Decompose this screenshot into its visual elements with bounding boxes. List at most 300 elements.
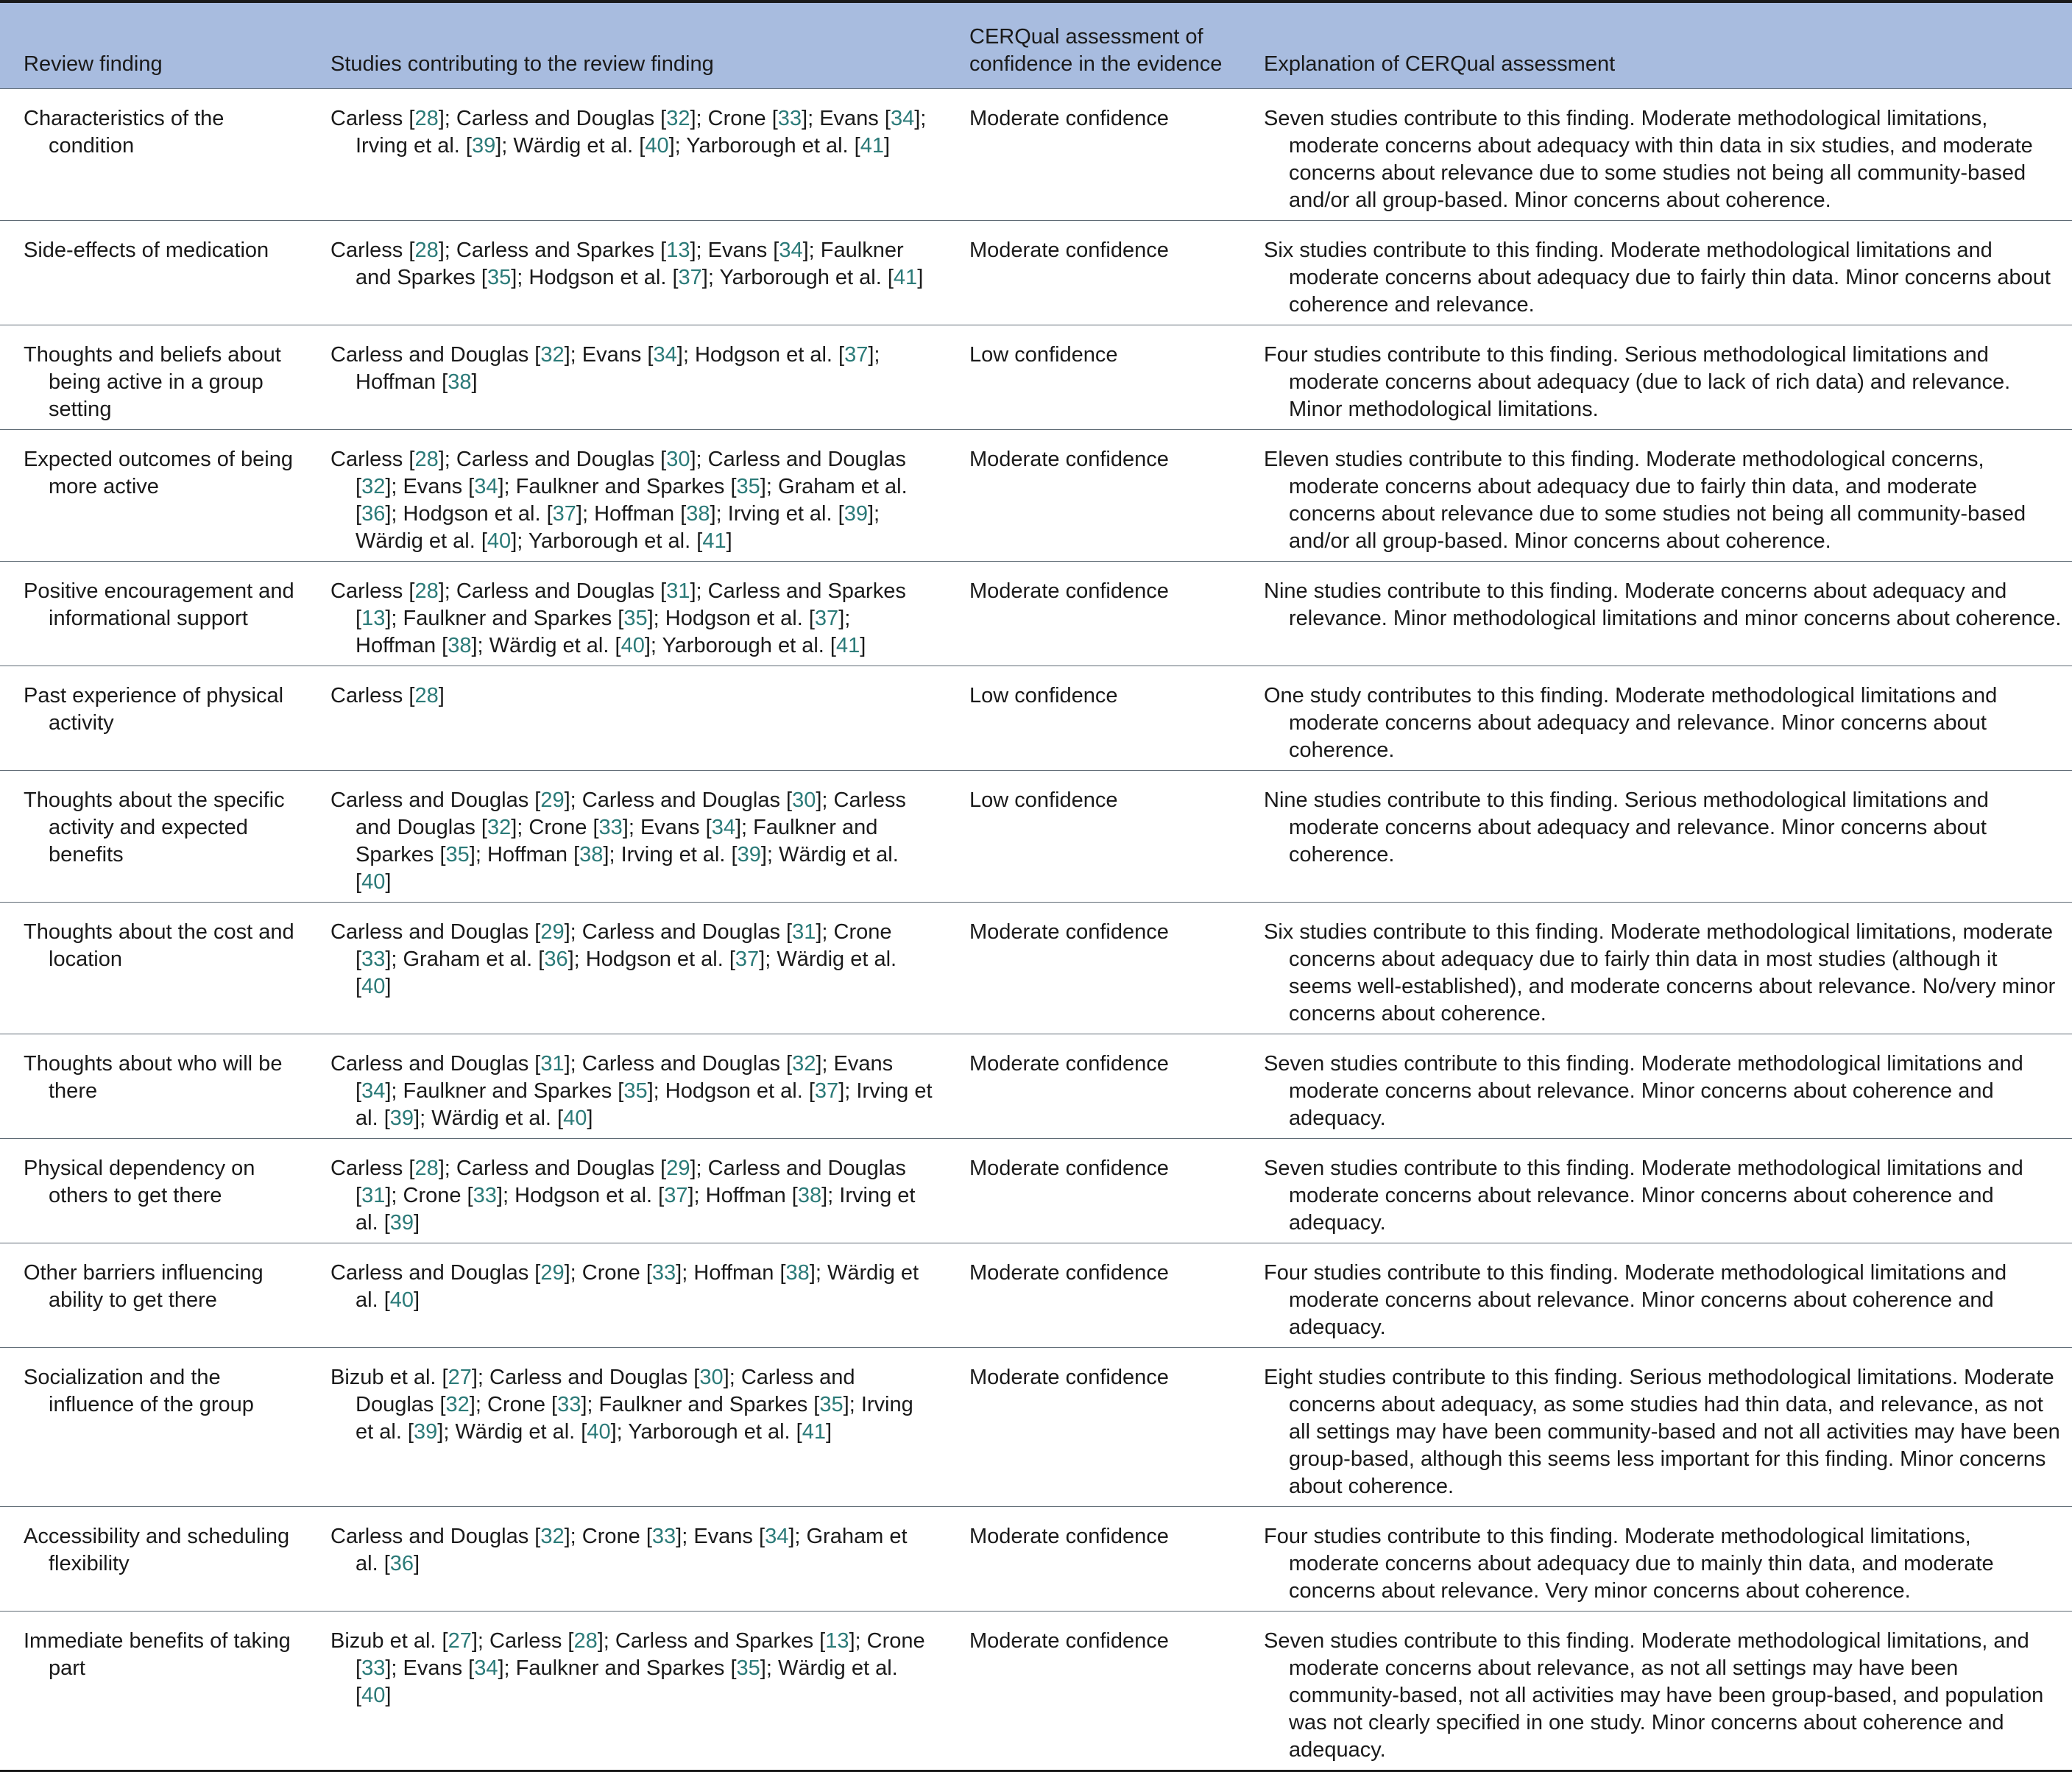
review-finding: Socialization and the influence of the group bbox=[24, 1366, 254, 1416]
citation-link[interactable]: 34 bbox=[890, 107, 915, 130]
study-author: Wärdig et al. bbox=[779, 843, 899, 866]
citation-link[interactable]: 38 bbox=[686, 502, 710, 526]
confidence-level: Low confidence bbox=[969, 684, 1118, 707]
studies-list: Carless [28]; Carless and Douglas [29]; Carless and Douglas [31]; Crone [33]; Hodgson et al. [37]; Hoffman [38]; Irving et al. [39] bbox=[330, 1157, 916, 1235]
explanation-text: Seven studies contribute to this finding. Moderate methodological limitations, and moderate concerns about relevance, as not all settings may have been community-based, not all activities may have been group-based, and population was not clearly specified in one study. Minor concerns about coherence and adequacy. bbox=[1264, 1629, 2044, 1762]
citation-link[interactable]: 34 bbox=[361, 1079, 386, 1103]
citation-link[interactable]: 28 bbox=[414, 448, 439, 471]
study-author: Irving et al. bbox=[356, 1184, 916, 1235]
table-row bbox=[0, 325, 2072, 430]
studies-cell bbox=[307, 89, 946, 221]
studies-list: Bizub et al. [27]; Carless [28]; Carless and Sparkes [13]; Crone [33]; Evans [34]; Faulkner and Sparkes [35]; Wärdig et al. [40] bbox=[330, 1629, 925, 1707]
citation-link[interactable]: 33 bbox=[598, 816, 623, 839]
citation-link[interactable]: 29 bbox=[540, 920, 565, 944]
confidence-cell bbox=[946, 1034, 1240, 1139]
study-author: Wärdig et al. bbox=[455, 1420, 576, 1444]
confidence-cell bbox=[946, 1612, 1240, 1771]
explanation-text: Nine studies contribute to this finding. Moderate concerns about adequacy and relevance. Minor methodological limitations and minor concerns about coherence. bbox=[1264, 579, 2062, 630]
citation-link[interactable]: 35 bbox=[819, 1393, 844, 1416]
citation-link[interactable]: 13 bbox=[825, 1629, 849, 1653]
study-author: Carless and Douglas bbox=[330, 920, 529, 944]
study-author: Yarborough et al. bbox=[686, 134, 849, 158]
studies-cell bbox=[307, 1034, 946, 1139]
citation-link[interactable]: 39 bbox=[737, 843, 761, 866]
citation-link[interactable]: 28 bbox=[414, 579, 439, 603]
citation-link[interactable]: 41 bbox=[802, 1420, 827, 1444]
studies-cell bbox=[307, 1507, 946, 1612]
citation-link[interactable]: 37 bbox=[664, 1184, 688, 1207]
confidence-cell bbox=[946, 1507, 1240, 1612]
review-finding: Thoughts about the cost and location bbox=[24, 920, 294, 971]
citation-link[interactable]: 36 bbox=[361, 502, 386, 526]
citation-link[interactable]: 30 bbox=[699, 1366, 724, 1389]
studies-list: Carless and Douglas [29]; Crone [33]; Hoffman [38]; Wärdig et al. [40] bbox=[330, 1261, 919, 1312]
citation-link[interactable]: 33 bbox=[651, 1525, 676, 1548]
studies-cell bbox=[307, 903, 946, 1034]
study-author: Carless and Douglas bbox=[581, 920, 780, 944]
table-row bbox=[0, 666, 2072, 771]
study-author: Crone bbox=[866, 1629, 925, 1653]
confidence-cell bbox=[946, 903, 1240, 1034]
review-finding: Positive encouragement and informational support bbox=[24, 579, 294, 630]
confidence-level: Moderate confidence bbox=[969, 448, 1169, 471]
study-author: Hodgson et al. bbox=[665, 607, 803, 630]
studies-cell bbox=[307, 1139, 946, 1243]
citation-link[interactable]: 28 bbox=[414, 107, 439, 130]
table-row bbox=[0, 771, 2072, 903]
explanation-cell bbox=[1240, 1243, 2072, 1348]
study-author: Carless and Douglas bbox=[330, 788, 529, 812]
table-row bbox=[0, 1139, 2072, 1243]
study-author: Evans bbox=[403, 1656, 463, 1680]
confidence-level: Moderate confidence bbox=[969, 1525, 1169, 1548]
citation-link[interactable]: 28 bbox=[573, 1629, 598, 1653]
review-finding-cell bbox=[0, 562, 307, 666]
study-author: Bizub et al. bbox=[330, 1366, 436, 1389]
study-author: Irving et al. bbox=[356, 1393, 913, 1444]
citation-link[interactable]: 30 bbox=[666, 448, 690, 471]
study-author: Hodgson et al. bbox=[528, 266, 667, 289]
studies-list: Carless [28]; Carless and Douglas [32]; Crone [33]; Evans [34]; Irving et al. [39]; Wärdig et al. [40]; Yarborough et al. [41] bbox=[330, 107, 927, 158]
study-author: Carless bbox=[330, 579, 403, 603]
studies-cell bbox=[307, 221, 946, 325]
table-row bbox=[0, 1612, 2072, 1771]
explanation-cell bbox=[1240, 89, 2072, 221]
explanation-text: Seven studies contribute to this finding. Moderate methodological limitations, moderate concerns about adequacy with thin data in six studies, and moderate concerns about relevance due to some studies not being all community-based and/or all group-based. Minor concerns about coherence. bbox=[1264, 107, 2033, 212]
confidence-cell bbox=[946, 89, 1240, 221]
study-author: Carless and Douglas bbox=[330, 1525, 529, 1548]
review-finding-cell bbox=[0, 771, 307, 903]
study-author: Wärdig et al. bbox=[489, 634, 609, 657]
citation-link[interactable]: 39 bbox=[471, 134, 496, 158]
explanation-text: Seven studies contribute to this finding. Moderate methodological limitations and moderate concerns about relevance. Minor concerns about coherence and adequacy. bbox=[1264, 1052, 2023, 1130]
citation-link[interactable]: 36 bbox=[544, 947, 568, 971]
study-author: Bizub et al. bbox=[330, 1629, 436, 1653]
header-cerqual-assessment: CERQual assessment of confidence in the evidence bbox=[969, 25, 1223, 76]
confidence-level: Moderate confidence bbox=[969, 579, 1169, 603]
study-author: Crone bbox=[707, 107, 766, 130]
explanation-text: One study contributes to this finding. Moderate methodological limitations and moderate concerns about adequacy and relevance. Minor concerns about coherence. bbox=[1264, 684, 1998, 762]
citation-link[interactable]: 34 bbox=[653, 343, 677, 367]
study-author: Wärdig et al. bbox=[777, 1656, 898, 1680]
confidence-level: Moderate confidence bbox=[969, 920, 1169, 944]
study-author: Crone bbox=[487, 1393, 545, 1416]
citation-link[interactable]: 33 bbox=[473, 1184, 497, 1207]
citation-link[interactable]: 32 bbox=[540, 343, 565, 367]
explanation-cell bbox=[1240, 1507, 2072, 1612]
study-author: Hoffman bbox=[487, 843, 568, 866]
studies-list: Carless and Douglas [32]; Evans [34]; Hodgson et al. [37]; Hoffman [38] bbox=[330, 343, 880, 394]
study-author: Carless and Douglas bbox=[356, 788, 906, 839]
study-author: Hodgson et al. bbox=[694, 343, 832, 367]
citation-link[interactable]: 37 bbox=[552, 502, 576, 526]
study-author: Yarborough et al. bbox=[528, 529, 691, 553]
header-explanation: Explanation of CERQual assessment bbox=[1264, 52, 1616, 76]
study-author: Wärdig et al. bbox=[777, 947, 897, 971]
study-author: Hodgson et al. bbox=[665, 1079, 803, 1103]
study-author: Carless and Douglas bbox=[330, 343, 529, 367]
citation-link[interactable]: 32 bbox=[666, 107, 690, 130]
study-author: Crone bbox=[403, 1184, 462, 1207]
study-author: Yarborough et al. bbox=[628, 1420, 791, 1444]
study-author: Carless and Douglas bbox=[489, 1366, 688, 1389]
study-author: Carless bbox=[489, 1629, 562, 1653]
review-finding: Expected outcomes of being more active bbox=[24, 448, 293, 498]
study-author: Wärdig et al. bbox=[356, 1261, 919, 1312]
table-row bbox=[0, 89, 2072, 221]
confidence-cell bbox=[946, 325, 1240, 430]
explanation-cell bbox=[1240, 430, 2072, 562]
confidence-level: Moderate confidence bbox=[969, 1261, 1169, 1285]
confidence-level: Low confidence bbox=[969, 343, 1118, 367]
study-author: Hoffman bbox=[356, 634, 436, 657]
review-finding: Accessibility and scheduling flexibility bbox=[24, 1525, 290, 1575]
citation-link[interactable]: 30 bbox=[792, 788, 816, 812]
table-row bbox=[0, 1507, 2072, 1612]
study-author: Yarborough et al. bbox=[719, 266, 882, 289]
citation-link[interactable]: 40 bbox=[487, 529, 512, 553]
citation-link[interactable]: 37 bbox=[814, 607, 839, 630]
study-author: Evans bbox=[833, 1052, 894, 1076]
confidence-cell bbox=[946, 771, 1240, 903]
citation-link[interactable]: 35 bbox=[487, 266, 512, 289]
studies-cell bbox=[307, 1243, 946, 1348]
confidence-level: Moderate confidence bbox=[969, 1157, 1169, 1180]
citation-link[interactable]: 13 bbox=[666, 239, 690, 262]
citation-link[interactable]: 29 bbox=[540, 1261, 565, 1285]
review-finding: Past experience of physical activity bbox=[24, 684, 284, 735]
explanation-text: Four studies contribute to this finding. Moderate methodological limitations, moderate concerns about adequacy due to mainly thin data, and moderate concerns about relevance. Very minor concerns about coherence. bbox=[1264, 1525, 1994, 1603]
citation-link[interactable]: 37 bbox=[814, 1079, 839, 1103]
studies-list: Carless and Douglas [31]; Carless and Douglas [32]; Evans [34]; Faulkner and Sparkes [35]; Hodgson et al. [37]; Irving et al. [39]; Wärdig et al. [40] bbox=[330, 1052, 933, 1130]
explanation-text: Six studies contribute to this finding. Moderate methodological limitations and moderate concerns about adequacy due to fairly thin data. Minor concerns about coherence and relevance. bbox=[1264, 239, 2051, 317]
citation-link[interactable]: 27 bbox=[448, 1629, 472, 1653]
citation-link[interactable]: 41 bbox=[860, 134, 884, 158]
study-author: Carless and Douglas bbox=[456, 579, 655, 603]
citation-link[interactable]: 40 bbox=[563, 1106, 587, 1130]
study-author: Evans bbox=[403, 475, 463, 498]
studies-list: Carless and Douglas [29]; Carless and Douglas [30]; Carless and Douglas [32]; Crone [33]; Evans [34]; Faulkner and Sparkes [35]; Hoffman [38]; Irving et al. [39]; Wärdig et al. [40] bbox=[330, 788, 906, 894]
citation-link[interactable]: 31 bbox=[361, 1184, 386, 1207]
study-author: Evans bbox=[819, 107, 879, 130]
study-author: Faulkner and Sparkes bbox=[515, 1656, 725, 1680]
study-author: Carless and Douglas bbox=[456, 107, 655, 130]
table-row bbox=[0, 221, 2072, 325]
citation-link[interactable]: 37 bbox=[678, 266, 702, 289]
studies-cell bbox=[307, 1612, 946, 1771]
citation-link[interactable]: 31 bbox=[792, 920, 816, 944]
study-author: Graham et al. bbox=[777, 475, 908, 498]
study-author: Carless and Sparkes bbox=[456, 239, 655, 262]
review-finding-cell bbox=[0, 666, 307, 771]
confidence-cell bbox=[946, 430, 1240, 562]
confidence-cell bbox=[946, 562, 1240, 666]
study-author: Carless and Douglas bbox=[707, 448, 906, 471]
citation-link[interactable]: 38 bbox=[579, 843, 604, 866]
study-author: Hoffman bbox=[594, 502, 675, 526]
confidence-cell bbox=[946, 1348, 1240, 1507]
header-review-finding: Review finding bbox=[24, 52, 163, 76]
citation-link[interactable]: 35 bbox=[736, 1656, 760, 1680]
confidence-cell bbox=[946, 666, 1240, 771]
explanation-text: Eight studies contribute to this finding. Serious methodological limitations. Moderate concerns about adequacy, as some studies had thin data, and relevance, as not all settings may have been community-based and not all activities may have been group-based, although this seems less important for this finding. Minor concerns about coherence. bbox=[1264, 1366, 2060, 1498]
citation-link[interactable]: 39 bbox=[389, 1211, 414, 1235]
citation-link[interactable]: 41 bbox=[893, 266, 918, 289]
study-author: Crone bbox=[833, 920, 892, 944]
citation-link[interactable]: 32 bbox=[445, 1393, 470, 1416]
citation-link[interactable]: 38 bbox=[785, 1261, 810, 1285]
explanation-text: Eleven studies contribute to this finding. Moderate methodological concerns, moderate concerns about adequacy due to fairly thin data, and moderate concerns about relevance due to some studies not being all community-based and/or all group-based. Minor concerns about coherence. bbox=[1264, 448, 2026, 553]
review-finding: Thoughts about who will be there bbox=[24, 1052, 283, 1103]
explanation-text: Nine studies contribute to this finding. Serious methodological limitations and moderate concerns about adequacy and relevance. Minor concerns about coherence. bbox=[1264, 788, 1989, 866]
confidence-level: Moderate confidence bbox=[969, 107, 1169, 130]
studies-cell bbox=[307, 1348, 946, 1507]
study-author: Hoffman bbox=[356, 370, 436, 394]
study-author: Carless bbox=[330, 107, 403, 130]
study-author: Carless and Douglas bbox=[581, 788, 780, 812]
confidence-level: Moderate confidence bbox=[969, 1629, 1169, 1653]
table-header bbox=[0, 1, 2072, 89]
review-finding: Side-effects of medication bbox=[24, 239, 269, 262]
study-author: Carless and Douglas bbox=[356, 1366, 855, 1416]
header-row bbox=[0, 1, 2072, 89]
citation-link[interactable]: 37 bbox=[735, 947, 760, 971]
explanation-cell bbox=[1240, 1034, 2072, 1139]
study-author: Faulkner and Sparkes bbox=[356, 816, 878, 866]
citation-link[interactable]: 31 bbox=[540, 1052, 565, 1076]
explanation-cell bbox=[1240, 1139, 2072, 1243]
study-author: Wärdig et al. bbox=[356, 529, 475, 553]
citation-link[interactable]: 40 bbox=[361, 1684, 386, 1707]
confidence-cell bbox=[946, 221, 1240, 325]
review-finding: Physical dependency on others to get there bbox=[24, 1157, 255, 1207]
citation-link[interactable]: 28 bbox=[414, 1157, 439, 1180]
study-author: Carless bbox=[330, 1157, 403, 1180]
citation-link[interactable]: 32 bbox=[792, 1052, 816, 1076]
study-author: Faulkner and Sparkes bbox=[356, 239, 904, 289]
study-author: Carless and Douglas bbox=[330, 1261, 529, 1285]
studies-cell bbox=[307, 666, 946, 771]
study-author: Carless and Sparkes bbox=[615, 1629, 814, 1653]
review-finding: Characteristics of the condition bbox=[24, 107, 224, 158]
study-author: Carless and Douglas bbox=[707, 1157, 906, 1180]
study-author: Carless and Douglas bbox=[330, 1052, 529, 1076]
explanation-cell bbox=[1240, 562, 2072, 666]
review-finding-cell bbox=[0, 1612, 307, 1771]
study-author: Faulkner and Sparkes bbox=[403, 1079, 612, 1103]
citation-link[interactable]: 34 bbox=[474, 475, 498, 498]
citation-link[interactable]: 38 bbox=[448, 634, 472, 657]
citation-link[interactable]: 41 bbox=[835, 634, 860, 657]
studies-list: Carless and Douglas [32]; Crone [33]; Evans [34]; Graham et al. [36] bbox=[330, 1525, 908, 1575]
review-finding-cell bbox=[0, 221, 307, 325]
citation-link[interactable]: 34 bbox=[474, 1656, 498, 1680]
explanation-cell bbox=[1240, 1348, 2072, 1507]
citation-link[interactable]: 33 bbox=[361, 1656, 386, 1680]
study-author: Carless and Douglas bbox=[581, 1052, 780, 1076]
study-author: Crone bbox=[581, 1261, 640, 1285]
citation-link[interactable]: 39 bbox=[844, 502, 868, 526]
study-author: Irving et al. bbox=[356, 134, 460, 158]
review-finding: Other barriers influencing ability to get there bbox=[24, 1261, 264, 1312]
citation-link[interactable]: 33 bbox=[361, 947, 386, 971]
review-finding-cell bbox=[0, 1348, 307, 1507]
study-author: Carless and Sparkes bbox=[707, 579, 906, 603]
confidence-level: Moderate confidence bbox=[969, 239, 1169, 262]
citation-link[interactable]: 35 bbox=[736, 475, 760, 498]
table-row bbox=[0, 430, 2072, 562]
citation-link[interactable]: 36 bbox=[389, 1552, 414, 1575]
header-studies: Studies contributing to the review finding bbox=[330, 52, 714, 76]
study-author: Faulkner and Sparkes bbox=[598, 1393, 808, 1416]
study-author: Carless bbox=[330, 684, 403, 707]
citation-link[interactable]: 40 bbox=[645, 134, 669, 158]
citation-link[interactable]: 29 bbox=[666, 1157, 690, 1180]
citation-link[interactable]: 32 bbox=[487, 816, 512, 839]
explanation-cell bbox=[1240, 221, 2072, 325]
citation-link[interactable]: 41 bbox=[702, 529, 726, 553]
citation-link[interactable]: 29 bbox=[540, 788, 565, 812]
citation-link[interactable]: 40 bbox=[587, 1420, 611, 1444]
explanation-cell bbox=[1240, 325, 2072, 430]
study-author: Irving et al. bbox=[727, 502, 832, 526]
studies-cell bbox=[307, 562, 946, 666]
studies-list: Carless [28]; Carless and Sparkes [13]; Evans [34]; Faulkner and Sparkes [35]; Hodgson et al. [37]; Yarborough et al. [41] bbox=[330, 239, 924, 289]
review-finding-cell bbox=[0, 1034, 307, 1139]
citation-link[interactable]: 35 bbox=[623, 607, 648, 630]
explanation-cell bbox=[1240, 666, 2072, 771]
review-finding-cell bbox=[0, 89, 307, 221]
citation-link[interactable]: 38 bbox=[448, 370, 472, 394]
citation-link[interactable]: 34 bbox=[765, 1525, 789, 1548]
study-author: Irving et al. bbox=[356, 1079, 933, 1130]
citation-link[interactable]: 32 bbox=[361, 475, 386, 498]
citation-link[interactable]: 28 bbox=[414, 684, 439, 707]
table-row bbox=[0, 1243, 2072, 1348]
study-author: Graham et al. bbox=[356, 1525, 908, 1575]
citation-link[interactable]: 35 bbox=[623, 1079, 648, 1103]
citation-link[interactable]: 39 bbox=[414, 1420, 438, 1444]
study-author: Hodgson et al. bbox=[585, 947, 724, 971]
review-finding-cell bbox=[0, 1243, 307, 1348]
table-row bbox=[0, 903, 2072, 1034]
study-author: Wärdig et al. bbox=[431, 1106, 551, 1130]
citation-link[interactable]: 31 bbox=[666, 579, 690, 603]
study-author: Evans bbox=[640, 816, 700, 839]
study-author: Carless bbox=[330, 448, 403, 471]
study-author: Irving et al. bbox=[620, 843, 726, 866]
citation-link[interactable]: 32 bbox=[540, 1525, 565, 1548]
table-body bbox=[0, 89, 2072, 1771]
study-author: Crone bbox=[528, 816, 587, 839]
studies-cell bbox=[307, 771, 946, 903]
review-finding-cell bbox=[0, 1507, 307, 1612]
table-row bbox=[0, 562, 2072, 666]
citation-link[interactable]: 39 bbox=[389, 1106, 414, 1130]
study-author: Carless and Douglas bbox=[456, 1157, 655, 1180]
explanation-text: Seven studies contribute to this finding. Moderate methodological limitations and moderate concerns about relevance. Minor concerns about coherence and adequacy. bbox=[1264, 1157, 2023, 1235]
confidence-level: Moderate confidence bbox=[969, 1366, 1169, 1389]
review-finding-cell bbox=[0, 1139, 307, 1243]
table-row bbox=[0, 1034, 2072, 1139]
citation-link[interactable]: 37 bbox=[844, 343, 869, 367]
confidence-cell bbox=[946, 1243, 1240, 1348]
study-author: Yarborough et al. bbox=[662, 634, 824, 657]
studies-list: Carless [28] bbox=[330, 684, 445, 707]
explanation-cell bbox=[1240, 903, 2072, 1034]
citation-link[interactable]: 33 bbox=[777, 107, 802, 130]
citation-link[interactable]: 27 bbox=[448, 1366, 472, 1389]
citation-link[interactable]: 35 bbox=[445, 843, 470, 866]
study-author: Hoffman bbox=[693, 1261, 774, 1285]
confidence-level: Low confidence bbox=[969, 788, 1118, 812]
citation-link[interactable]: 34 bbox=[711, 816, 735, 839]
studies-cell bbox=[307, 430, 946, 562]
review-finding-cell bbox=[0, 430, 307, 562]
citation-link[interactable]: 33 bbox=[557, 1393, 581, 1416]
citation-link[interactable]: 40 bbox=[361, 870, 386, 894]
citation-link[interactable]: 28 bbox=[414, 239, 439, 262]
study-author: Evans bbox=[693, 1525, 753, 1548]
explanation-text: Four studies contribute to this finding. Serious methodological limitations and moderate concerns about adequacy (due to lack of rich data) and relevance. Minor methodological limitations. bbox=[1264, 343, 2011, 421]
study-author: Hoffman bbox=[705, 1184, 786, 1207]
review-finding: Thoughts about the specific activity and expected benefits bbox=[24, 788, 285, 866]
explanation-cell bbox=[1240, 1612, 2072, 1771]
study-author: Carless and Douglas bbox=[456, 448, 655, 471]
explanation-cell bbox=[1240, 771, 2072, 903]
citation-link[interactable]: 40 bbox=[620, 634, 645, 657]
table-row bbox=[0, 1348, 2072, 1507]
citation-link[interactable]: 40 bbox=[361, 975, 386, 998]
citation-link[interactable]: 33 bbox=[651, 1261, 676, 1285]
citation-link[interactable]: 34 bbox=[779, 239, 803, 262]
citation-link[interactable]: 13 bbox=[361, 607, 386, 630]
citation-link[interactable]: 38 bbox=[797, 1184, 822, 1207]
explanation-text: Four studies contribute to this finding. Moderate methodological limitations and moderate concerns about relevance. Minor concerns about coherence and adequacy. bbox=[1264, 1261, 2007, 1339]
confidence-level: Moderate confidence bbox=[969, 1052, 1169, 1076]
study-author: Hodgson et al. bbox=[515, 1184, 653, 1207]
study-author: Faulkner and Sparkes bbox=[403, 607, 612, 630]
study-author: Evans bbox=[707, 239, 768, 262]
study-author: Faulkner and Sparkes bbox=[515, 475, 725, 498]
study-author: Graham et al. bbox=[403, 947, 533, 971]
studies-list: Carless [28]; Carless and Douglas [30]; Carless and Douglas [32]; Evans [34]; Faulkner and Sparkes [35]; Graham et al. [36]; Hodgson et al. [37]; Hoffman [38]; Irving et al. [39]; Wärdig et al. [40]; Yarborough et al. [41] bbox=[330, 448, 908, 553]
study-author: Evans bbox=[581, 343, 642, 367]
review-finding-cell bbox=[0, 903, 307, 1034]
review-finding-cell bbox=[0, 325, 307, 430]
citation-link[interactable]: 40 bbox=[389, 1288, 414, 1312]
study-author: Crone bbox=[581, 1525, 640, 1548]
